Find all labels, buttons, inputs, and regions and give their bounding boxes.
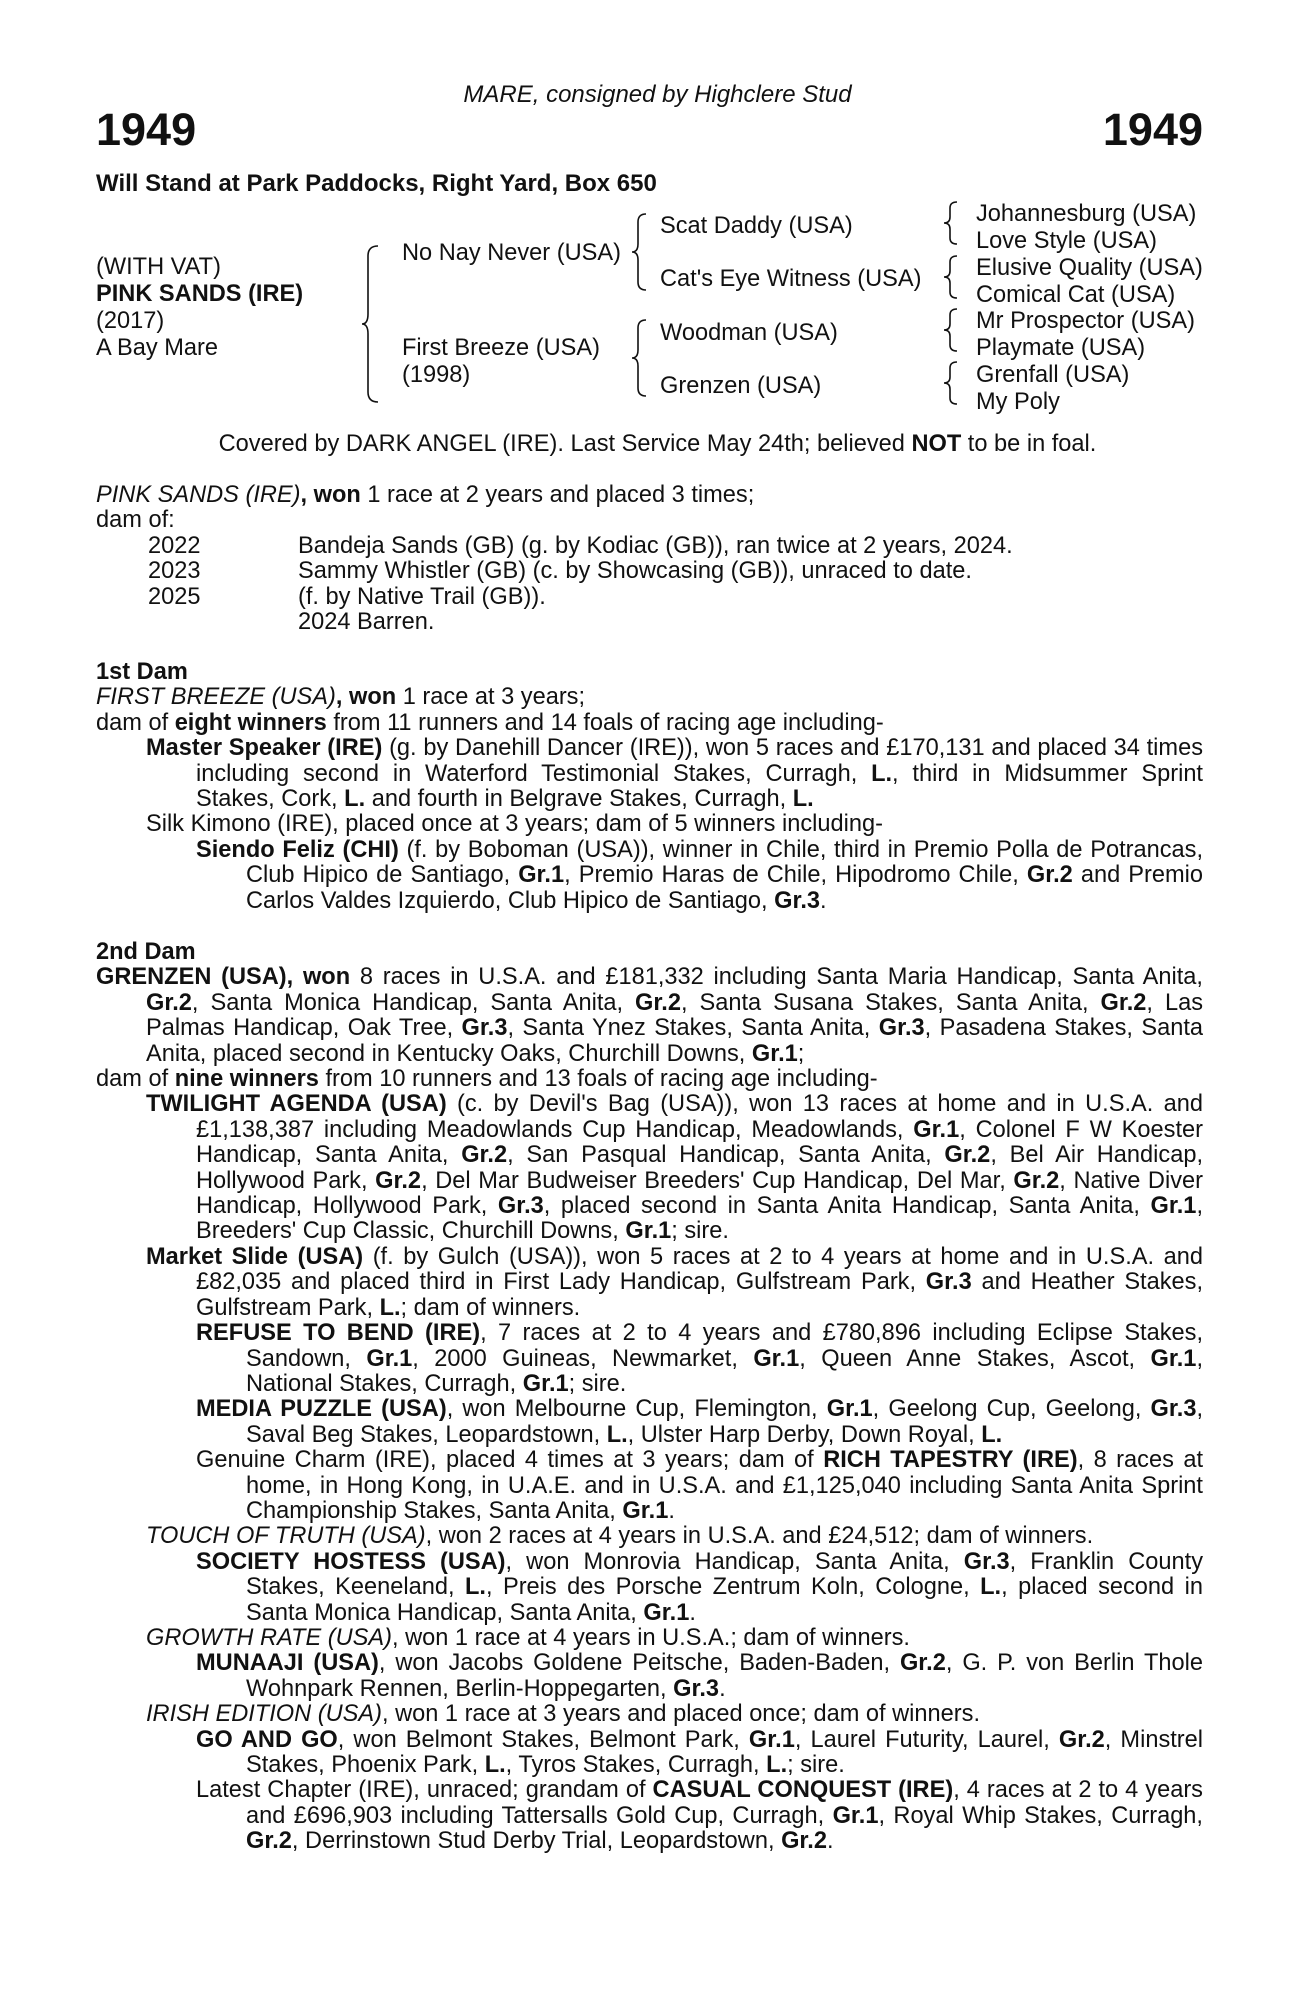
horse-name: Market Slide (USA) [146, 1243, 364, 1270]
entry-text: , Las Palmas Handicap, Oak Tree, [146, 989, 1204, 1042]
entry-text: , Queen Anne Stakes, Ascot, [799, 1345, 1151, 1372]
grade: Gr.1 [748, 1726, 795, 1753]
produce-intro [96, 483, 1203, 508]
pedigree-sire-dam: Cat's Eye Witness (USA) [660, 266, 922, 292]
produce-entry-market-slide [96, 1245, 1203, 1321]
grade: Gr.3 [497, 1193, 544, 1220]
entry-text: and Premio Carlos Valdes Izquierdo, Club Hipico de Santiago, [246, 862, 1203, 914]
produce-year: 2022 [148, 532, 201, 559]
covering-not: NOT [911, 431, 962, 457]
dam-of-label: dam of: [96, 507, 175, 534]
covering-text-end: to be in foal. [961, 431, 1097, 457]
sire-brace [632, 212, 650, 292]
grade: Gr.2 [246, 1828, 292, 1855]
entry-text: , Premio Haras de Chile, Hipodromo Chile, [564, 862, 1027, 889]
pedigree-dam-sire: Woodman (USA) [660, 320, 838, 346]
grade: Gr.1 [518, 862, 565, 889]
entry-text: , Tyros Stakes, Curragh, [505, 1752, 767, 1778]
entry-text: , won Melbourne Cup, Flemington, [446, 1396, 827, 1423]
grade: Gr.3 [878, 1015, 925, 1042]
produce-entry-munaaji [96, 1651, 1203, 1702]
entry-text: , won Jacobs Goldene Peitsche, Baden-Baden, [378, 1650, 900, 1677]
entry-text: (g. by Danehill Dancer (IRE)), won 5 races and £170,131 and placed 34 times including second in Waterford Testimonial Stakes, Curragh, [196, 735, 1203, 787]
grade: Gr.2 [899, 1650, 946, 1677]
winners-count: nine winners [174, 1066, 319, 1093]
entry-text: , 2000 Guineas, Newmarket, [412, 1345, 754, 1372]
grade: L. [379, 1294, 401, 1321]
second-dam-section [96, 940, 1203, 1855]
grade: Gr.3 [925, 1269, 972, 1296]
grade: L. [871, 760, 893, 787]
pedigree-g3: Elusive Quality (USA) [976, 255, 1203, 281]
entry-text: . [820, 887, 827, 914]
grade: Gr.3 [1150, 1396, 1197, 1423]
covering-text: Covered by DARK ANGEL (IRE). Last Service May 24th; believed [218, 431, 912, 457]
produce-entry-genuine-charm [96, 1448, 1203, 1524]
grade: Gr.2 [461, 1142, 508, 1169]
horse-name: Siendo Feliz (CHI) [196, 836, 399, 863]
produce-record [96, 483, 1203, 635]
entry-text: Latest Chapter (IRE), unraced; grandam of [196, 1777, 653, 1804]
entry-text: , Laurel Futurity, Laurel, [794, 1726, 1059, 1753]
entry-text: , Del Mar Budweiser Breeders' Cup Handicap, Del Mar, [421, 1167, 1014, 1194]
entry-text: , won 1 race at 4 years in U.S.A.; dam of winners. [391, 1624, 910, 1651]
damof-text: dam of [96, 1066, 175, 1093]
won-label: , won [286, 964, 351, 991]
entry-text: ; sire. [568, 1370, 627, 1397]
entry-text: , Franklin County Stakes, Keeneland, [246, 1548, 1203, 1601]
horse-name: IRISH EDITION (USA) [146, 1701, 382, 1728]
horse-name: PINK SANDS (IRE) [96, 281, 304, 307]
produce-text: Bandeja Sands (GB) (g. by Kodiac (GB)), ran twice at 2 years, 2024. [298, 532, 1013, 559]
grade: Gr.3 [673, 1675, 720, 1702]
horse-name: MUNAAJI (USA) [196, 1650, 379, 1677]
produce-entry-master-speaker [96, 736, 1203, 812]
lot-number-left: 1949 [96, 104, 197, 155]
grade: Gr.2 [1058, 1726, 1105, 1753]
entry-text: , Bel Air Handicap, Hollywood Park, [196, 1142, 1204, 1194]
grade: Gr.1 [522, 1370, 569, 1397]
entry-text: , placed second in Santa Monica Handicap, Santa Anita, [246, 1574, 1203, 1626]
winners-count: eight winners [174, 709, 327, 736]
horse-name: REFUSE TO BEND (IRE) [196, 1320, 481, 1347]
grade: Gr.2 [635, 989, 681, 1016]
damof-text-end: from 10 runners and 13 foals of racing age including- [318, 1066, 878, 1093]
second-dam-intro [96, 965, 1203, 1067]
entry-text: , Derrinstown Stud Derby Trial, Leopardstown, [291, 1828, 782, 1855]
mare-name: PINK SANDS (IRE) [96, 482, 301, 508]
first-dam-section [96, 660, 1203, 914]
produce-entry-society-hostess [96, 1550, 1203, 1626]
entry-text: , Ulster Harp Derby, Down Royal, [627, 1421, 982, 1448]
entry-text: , San Pasqual Handicap, Santa Anita, [507, 1142, 945, 1169]
horse-name: GROWTH RATE (USA) [146, 1624, 392, 1651]
grade: Gr.2 [781, 1828, 827, 1855]
pedigree-g6: Playmate (USA) [976, 335, 1146, 361]
damof-text: dam of [96, 709, 175, 736]
covering-note [0, 432, 1315, 457]
produce-entry-silk-kimono: Silk Kimono (IRE), placed once at 3 years; dam of 5 winners including- [146, 811, 883, 838]
entry-text: , Saval Beg Stakes, Leopardstown, [246, 1396, 1204, 1448]
produce-text: Sammy Whistler (GB) (c. by Showcasing (GB)), unraced to date. [298, 558, 972, 585]
produce-entry-twilight-agenda [96, 1092, 1203, 1244]
stabling-location: Will Stand at Park Paddocks, Right Yard, Box 650 [96, 170, 657, 197]
entry-text: and Heather Stakes, Gulfstream Park, [196, 1269, 1203, 1321]
produce-text: (f. by Native Trail (GB)). [298, 583, 546, 610]
produce-year: 2025 [148, 583, 201, 610]
grade: L. [606, 1421, 628, 1448]
grade: L. [980, 1574, 1002, 1601]
horse-name: GO AND GO [196, 1726, 338, 1753]
pedigree-sire: No Nay Never (USA) [402, 240, 621, 266]
first-dam-heading: 1st Dam [96, 659, 188, 685]
pedigree-sire-sire: Scat Daddy (USA) [660, 213, 853, 239]
grade: Gr.1 [913, 1116, 960, 1143]
consignor-line: MARE, consigned by Highclere Stud [463, 81, 852, 108]
lot-number-right: 1949 [1102, 104, 1203, 155]
entry-text: (c. by Devil's Bag (USA)), won 13 races at home and in U.S.A. and £1,138,387 including Meadowlands Cup Handicap, Meadowlands, [196, 1091, 1203, 1143]
entry-text: . [719, 1675, 726, 1702]
grade: Gr.1 [832, 1802, 879, 1829]
grade: L. [344, 786, 366, 813]
horse-name: CASUAL CONQUEST (IRE) [652, 1777, 954, 1804]
second-dam-heading: 2nd Dam [96, 939, 196, 965]
entry-text: , Preis des Porsche Zentrum Koln, Cologne, [485, 1574, 981, 1601]
entry-text: and fourth in Belgrave Stakes, Curragh, [365, 786, 793, 813]
second-dam-damof [96, 1067, 1203, 1092]
entry-text: , Pasadena Stakes, Santa Anita, placed second in Kentucky Oaks, Churchill Downs, [146, 1015, 1204, 1067]
entry-text: , Breeders' Cup Classic, Churchill Downs, [196, 1193, 1203, 1245]
grade: Gr.2 [146, 989, 192, 1016]
produce-text: 2024 Barren. [298, 609, 435, 636]
entry-text: 8 races in U.S.A. and £181,332 including Santa Maria Handicap, Santa Anita, [350, 964, 1203, 991]
produce-row [96, 585, 1203, 610]
grade: Gr.2 [1013, 1167, 1060, 1194]
entry-text: , 8 races at home, in Hong Kong, in U.A.E. and in U.S.A. and £1,125,040 including Santa Anita Sprint Championship Stakes, Santa Anita, [246, 1447, 1204, 1524]
entry-text: (f. by Boboman (USA)), winner in Chile, third in Premio Polla de Potrancas, Club Hipico de Santiago, [246, 836, 1203, 889]
entry-text: ; sire. [671, 1218, 729, 1245]
entry-text: , Santa Ynez Stakes, Santa Anita, [507, 1015, 879, 1042]
entry-text: , Native Diver Handicap, Hollywood Park, [196, 1167, 1203, 1220]
vat-note: (WITH VAT) [96, 254, 221, 280]
entry-text: , 7 races at 2 to 4 years and £780,896 including Eclipse Stakes, Sandown, [246, 1320, 1203, 1372]
grade: Gr.1 [1150, 1193, 1197, 1220]
entry-text: , Santa Monica Handicap, Santa Anita, [191, 989, 636, 1016]
produce-entry-media-puzzle [96, 1397, 1203, 1448]
pedigree-dam: First Breeze (USA) [402, 335, 600, 361]
grade: Gr.2 [1026, 862, 1073, 889]
produce-entry-latest-chapter [96, 1778, 1203, 1854]
first-dam-damof [96, 711, 1203, 736]
horse-name: GRENZEN (USA) [96, 964, 287, 991]
entry-text: ; [797, 1040, 805, 1067]
horse-name: Master Speaker (IRE) [146, 735, 383, 762]
produce-row [96, 534, 1203, 559]
entry-text: , placed second in Santa Anita Handicap, Santa Anita, [543, 1193, 1151, 1220]
horse-name: TWILIGHT AGENDA (USA) [146, 1091, 447, 1118]
produce-entry-siendo-feliz [96, 838, 1203, 914]
entry-text: , 4 races at 2 to 4 years and £696,903 including Tattersalls Gold Cup, Curragh, [246, 1777, 1203, 1829]
horse-name: TOUCH OF TRUTH (USA) [146, 1523, 426, 1550]
grade: L. [464, 1574, 486, 1601]
pedigree-g2: Love Style (USA) [976, 228, 1157, 254]
first-dam-record: 1 race at 3 years; [396, 684, 586, 711]
pedigree-dam-dam: Grenzen (USA) [660, 373, 822, 399]
produce-entry-irish-edition [96, 1702, 1203, 1727]
pedigree-g4: Comical Cat (USA) [976, 282, 1176, 308]
grade: Gr.1 [751, 1040, 798, 1067]
grade: Gr.1 [366, 1345, 413, 1372]
entry-text: , Santa Susana Stakes, Santa Anita, [680, 989, 1101, 1016]
grade: L. [766, 1752, 788, 1778]
produce-year [148, 610, 298, 635]
entry-text: , Minstrel Stakes, Phoenix Park, [246, 1726, 1204, 1778]
horse-name: RICH TAPESTRY (IRE) [823, 1447, 1078, 1474]
grade: L. [981, 1421, 1003, 1448]
pedigree-g8: My Poly [976, 389, 1060, 415]
pedigree-g1: Johannesburg (USA) [976, 201, 1197, 227]
g-brace-2 [944, 254, 960, 300]
entry-text: , won 2 races at 4 years in U.S.A. and £24,512; dam of winners. [425, 1523, 1094, 1550]
entry-text: Genuine Charm (IRE), placed 4 times at 3 years; dam of [196, 1447, 824, 1474]
grade: Gr.1 [1150, 1345, 1197, 1372]
grade: Gr.3 [461, 1015, 508, 1042]
grade: Gr.2 [944, 1142, 991, 1169]
pedigree-g5: Mr Prospector (USA) [976, 308, 1195, 334]
grade: Gr.3 [963, 1548, 1010, 1575]
dam-brace [632, 318, 650, 398]
entry-text: (f. by Gulch (USA)), won 5 races at 2 to 4 years at home and in U.S.A. and £82,035 and placed third in First Lady Handicap, Gulfstream Park, [196, 1243, 1203, 1296]
grade: Gr.1 [622, 1497, 669, 1524]
produce-row [96, 610, 1203, 635]
entry-text: ; dam of winners. [400, 1294, 581, 1321]
pedigree-dam-year: (1998) [402, 362, 471, 388]
horse-year: (2017) [96, 308, 165, 334]
entry-text: , won Belmont Stakes, Belmont Park, [337, 1726, 749, 1753]
grade: Gr.2 [375, 1167, 422, 1194]
entry-text: . [668, 1497, 675, 1524]
main-brace [362, 244, 382, 404]
first-dam-name: FIRST BREEZE (USA) [96, 684, 336, 711]
grade: L. [792, 786, 814, 813]
entry-text: . [826, 1828, 834, 1855]
grade: Gr.1 [753, 1345, 800, 1372]
g-brace-1 [944, 200, 960, 246]
produce-year: 2023 [148, 558, 201, 585]
entry-text: , won 1 race at 3 years and placed once; dam of winners. [381, 1701, 980, 1728]
entry-text: , Colonel F W Koester Handicap, Santa Anita, [196, 1116, 1203, 1169]
entry-text: , Geelong Cup, Geelong, [872, 1396, 1151, 1423]
produce-entry-growth-rate [96, 1626, 1203, 1651]
grade: Gr.3 [774, 887, 821, 914]
mare-record: 1 race at 2 years and placed 3 times; [360, 482, 755, 508]
grade: Gr.1 [643, 1599, 690, 1626]
grade: Gr.1 [625, 1218, 672, 1245]
entry-text: , G. P. von Berlin Thole Wohnpark Rennen, Berlin-Hoppegarten, [246, 1650, 1203, 1702]
entry-text: . [689, 1599, 696, 1626]
entry-text: , won Monrovia Handicap, Santa Anita, [505, 1548, 964, 1575]
produce-entry-go-and-go [96, 1728, 1203, 1779]
grade: Gr.1 [826, 1396, 873, 1423]
entry-text: , third in Midsummer Sprint Stakes, Cork, [196, 760, 1203, 813]
grade: L. [484, 1752, 506, 1778]
g-brace-4 [944, 360, 960, 406]
horse-description: A Bay Mare [96, 335, 218, 361]
won-label: , won [300, 482, 361, 508]
entry-text: , Royal Whip Stakes, Curragh, [878, 1802, 1203, 1829]
produce-entry-touch-of-truth [96, 1524, 1203, 1549]
g-brace-3 [944, 307, 960, 353]
horse-name: SOCIETY HOSTESS (USA) [196, 1548, 506, 1575]
grade: Gr.2 [1100, 989, 1147, 1016]
won-label: , won [335, 684, 397, 711]
pedigree-g7: Grenfall (USA) [976, 362, 1130, 388]
damof-text-end: from 11 runners and 14 foals of racing age including- [326, 709, 884, 736]
horse-name: MEDIA PUZZLE (USA) [196, 1396, 447, 1423]
first-dam-intro [96, 685, 1203, 710]
entry-text: , National Stakes, Curragh, [246, 1345, 1203, 1397]
produce-entry-refuse-to-bend [96, 1321, 1203, 1397]
entry-text: ; sire. [787, 1752, 845, 1778]
produce-row [96, 559, 1203, 584]
